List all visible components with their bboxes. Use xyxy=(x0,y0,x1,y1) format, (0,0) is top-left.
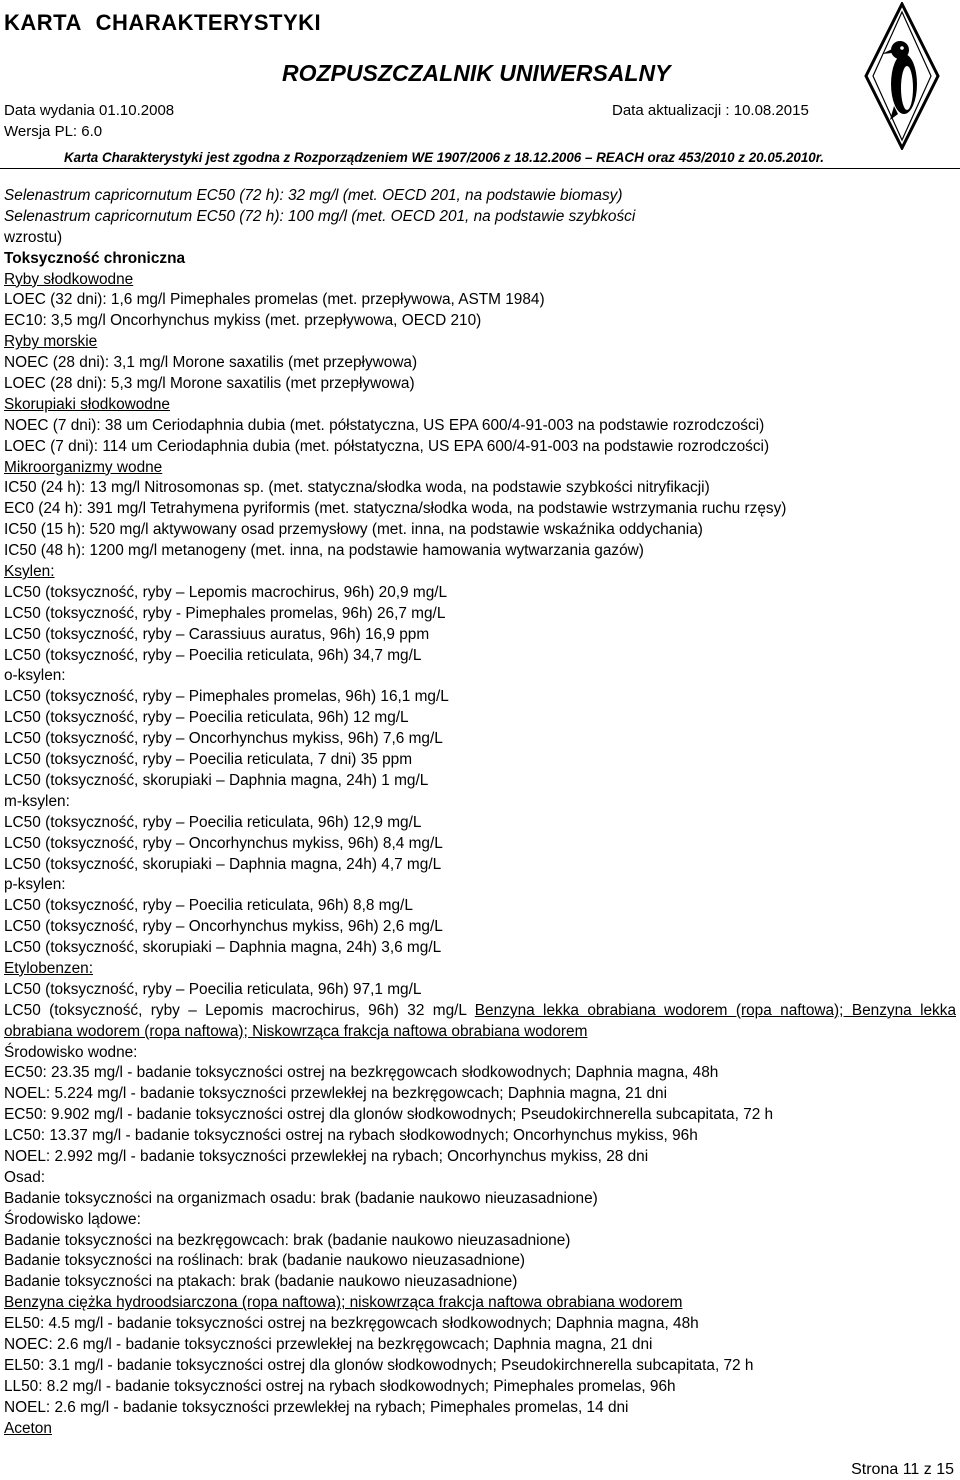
text-line: LC50 (toksyczność, ryby – Carassiuus auratus, 96h) 16,9 ppm xyxy=(4,625,430,643)
update-date: Data aktualizacji : 10.08.2015 xyxy=(612,102,809,119)
section-heading: Toksyczność chroniczna xyxy=(4,249,186,267)
text-line: LC50 (toksyczność, ryby – Poecilia reticulata, 96h) 12,9 mg/L xyxy=(4,813,422,831)
page-number: Strona 11 z 15 xyxy=(851,1461,954,1478)
text-line: LL50: 8.2 mg/l - badanie toksyczności ostrej na rybach słodkowodnych; Pimephales promelas, 96h xyxy=(4,1377,676,1395)
text-line: LC50 (toksyczność, ryby – Lepomis macrochirus, 96h) 32 mg/L xyxy=(4,1001,475,1019)
text-line: NOEL: 5.224 mg/l - badanie toksyczności przewlekłej na bezkręgowcach; Daphnia magna, 21 dni xyxy=(4,1085,668,1103)
text-line: LC50 (toksyczność, ryby – Poecilia reticulata, 96h) 97,1 mg/L xyxy=(4,980,422,998)
text-line: Badanie toksyczności na roślinach: brak (badanie naukowo nieuzasadnione) xyxy=(4,1252,526,1270)
subsection-heading: Ryby morskie xyxy=(4,333,98,351)
text-line: LC50: 13.37 mg/l - badanie toksyczności ostrej na rybach słodkowodnych; Oncorhynchus mykiss, 96h xyxy=(4,1127,698,1145)
text-line: Osad: xyxy=(4,1168,46,1186)
text-line: EL50: 3.1 mg/l - badanie toksyczności ostrej dla glonów słodkowodnych; Pseudokirchnerella subcapitata, 72 h xyxy=(4,1356,754,1374)
text-line: NOEC (28 dni): 3,1 mg/l Morone saxatilis (met przepływowa) xyxy=(4,354,418,372)
substance-heading: Benzyna ciężka hydroodsiarczona (ropa naftowa); niskowrząca frakcja naftowa obrabiana wodorem xyxy=(4,1294,683,1312)
text-line: NOEL: 2.6 mg/l - badanie toksyczności przewlekłej na rybach; Pimephales promelas, 14 dni xyxy=(4,1398,629,1416)
text-line: EC50: 9.902 mg/l - badanie toksyczności ostrej dla glonów słodkowodnych; Pseudokirchnerella subcapitata, 72 h xyxy=(4,1106,774,1124)
substance-heading: o-ksylen: xyxy=(4,667,66,685)
text-line: EC10: 3,5 mg/l Oncorhynchus mykiss (met. przepływowa, OECD 210) xyxy=(4,312,482,330)
subsection-heading: Mikroorganizmy wodne xyxy=(4,458,163,476)
subsection-heading: Skorupiaki słodkowodne xyxy=(4,395,170,413)
text-line: Środowisko lądowe: xyxy=(4,1210,141,1228)
text-line: Badanie toksyczności na ptakach: brak (badanie naukowo nieuzasadnione) xyxy=(4,1273,518,1291)
text-line: NOEL: 2.992 mg/l - badanie toksyczności przewlekłej na rybach; Oncorhynchus mykiss, 28 dni xyxy=(4,1148,649,1165)
text-line: EC0 (24 h): 391 mg/l Tetrahymena pyriformis (met. statyczna/słodka woda, na podstawie wstrzymania ruchu rzęsy) xyxy=(4,500,787,518)
text-line: Badanie toksyczności na organizmach osadu: brak (badanie naukowo nieuzasadnione) xyxy=(4,1189,598,1207)
text-line: LC50 (toksyczność, ryby - Pimephales promelas, 96h) 26,7 mg/L xyxy=(4,604,446,622)
text-line: LC50 (toksyczność, ryby – Poecilia reticulata, 96h) 34,7 mg/L xyxy=(4,646,422,664)
header-divider xyxy=(0,168,960,169)
text-line: LC50 (toksyczność, ryby – Poecilia reticulata, 7 dni) 35 ppm xyxy=(4,751,413,769)
subsection-heading: Ryby słodkowodne xyxy=(4,270,134,288)
text-line: IC50 (48 h): 1200 mg/l metanogeny (met. inna, na podstawie hamowania wytwarzania gazów) xyxy=(4,542,644,560)
text-line: wzrostu) xyxy=(4,228,63,246)
text-line: Selenastrum capricornutum EC50 (72 h): 100 mg/l (met. OECD 201, na podstawie szybkości xyxy=(4,207,636,225)
substance-heading: Benzyna lekka obrabiana wodorem (ropa naftowa); Benzyna lekka obrabiana wodorem (ropa naftowa); Niskowrząca frakcja naftowa obrabiana wodorem xyxy=(4,1001,957,1040)
substance-heading: Etylobenzen: xyxy=(4,959,93,977)
substance-heading: m-ksylen: xyxy=(4,792,70,810)
text-line: LOEC (7 dni): 114 um Ceriodaphnia dubia (met. półstatyczna, US EPA 600/4-91-003 na podstawie rozrodczości) xyxy=(4,437,770,455)
text-line: LC50 (toksyczność, ryby – Oncorhynchus mykiss, 96h) 8,4 mg/L xyxy=(4,834,443,852)
text-line: EL50: 4.5 mg/l - badanie toksyczności ostrej na bezkręgowcach słodkowodnych; Daphnia magna, 48h xyxy=(4,1315,699,1333)
penguin-logo-icon xyxy=(864,2,940,150)
text-line: LC50 (toksyczność, ryby – Oncorhynchus mykiss, 96h) 7,6 mg/L xyxy=(4,730,443,748)
ecotoxicity-section xyxy=(4,186,956,1439)
text-line: LC50 (toksyczność, ryby – Poecilia reticulata, 96h) 8,8 mg/L xyxy=(4,897,413,915)
text-line: Badanie toksyczności na bezkręgowcach: brak (badanie naukowo nieuzasadnione) xyxy=(4,1231,571,1249)
substance-heading: p-ksylen: xyxy=(4,876,66,894)
text-line: NOEC (7 dni): 38 um Ceriodaphnia dubia (met. półstatyczna, US EPA 600/4-91-003 na podstawie rozrodczości) xyxy=(4,416,765,434)
substance-heading: Ksylen: xyxy=(4,563,55,581)
text-line: Środowisko wodne: xyxy=(4,1043,138,1061)
substance-heading: Aceton xyxy=(4,1419,52,1437)
text-line: LC50 (toksyczność, ryby – Oncorhynchus mykiss, 96h) 2,6 mg/L xyxy=(4,918,443,936)
text-line: LC50 (toksyczność, ryby – Poecilia reticulata, 96h) 12 mg/L xyxy=(4,709,409,727)
text-line: Selenastrum capricornutum EC50 (72 h): 32 mg/l (met. OECD 201, na podstawie biomasy) xyxy=(4,187,623,204)
text-line: LOEC (32 dni): 1,6 mg/l Pimephales promelas (met. przepływowa, ASTM 1984) xyxy=(4,291,545,309)
text-line: LC50 (toksyczność, ryby – Pimephales promelas, 96h) 16,1 mg/L xyxy=(4,688,449,706)
regulation-note: Karta Charakterystyki jest zgodna z Rozporządzeniem WE 1907/2006 z 18.12.2006 – REACH oraz 453/2010 z 20.05.2010r. xyxy=(64,150,824,165)
text-line: NOEC: 2.6 mg/l - badanie toksyczności przewlekłej na bezkręgowcach; Daphnia magna, 21 dni xyxy=(4,1336,653,1354)
text-line: LC50 (toksyczność, skorupiaki – Daphnia magna, 24h) 3,6 mg/L xyxy=(4,939,442,957)
document-type-title: KARTA CHARAKTERYSTYKI xyxy=(4,10,322,35)
text-line: IC50 (24 h): 13 mg/l Nitrosomonas sp. (met. statyczna/słodka woda, na podstawie szybkości nitryfikacji) xyxy=(4,479,710,497)
text-line: LC50 (toksyczność, skorupiaki – Daphnia magna, 24h) 4,7 mg/L xyxy=(4,855,442,873)
version-label: Wersja PL: 6.0 xyxy=(4,123,103,140)
text-line: IC50 (15 h): 520 mg/l aktywowany osad przemysłowy (met. inna, na podstawie wskaźnika oddychania) xyxy=(4,521,703,539)
issue-date: Data wydania 01.10.2008 xyxy=(4,102,175,119)
text-line: EC50: 23.35 mg/l - badanie toksyczności ostrej na bezkręgowcach słodkowodnych; Daphnia magna, 48h xyxy=(4,1064,719,1082)
text-line: LOEC (28 dni): 5,3 mg/l Morone saxatilis (met przepływowa) xyxy=(4,375,415,393)
product-name: ROZPUSZCZALNIK UNIWERSALNY xyxy=(282,60,671,86)
mixed-text-line xyxy=(4,1001,956,1043)
text-line: LC50 (toksyczność, ryby – Lepomis macrochirus, 96h) 20,9 mg/L xyxy=(4,583,448,601)
text-line: LC50 (toksyczność, skorupiaki – Daphnia magna, 24h) 1 mg/L xyxy=(4,771,429,789)
